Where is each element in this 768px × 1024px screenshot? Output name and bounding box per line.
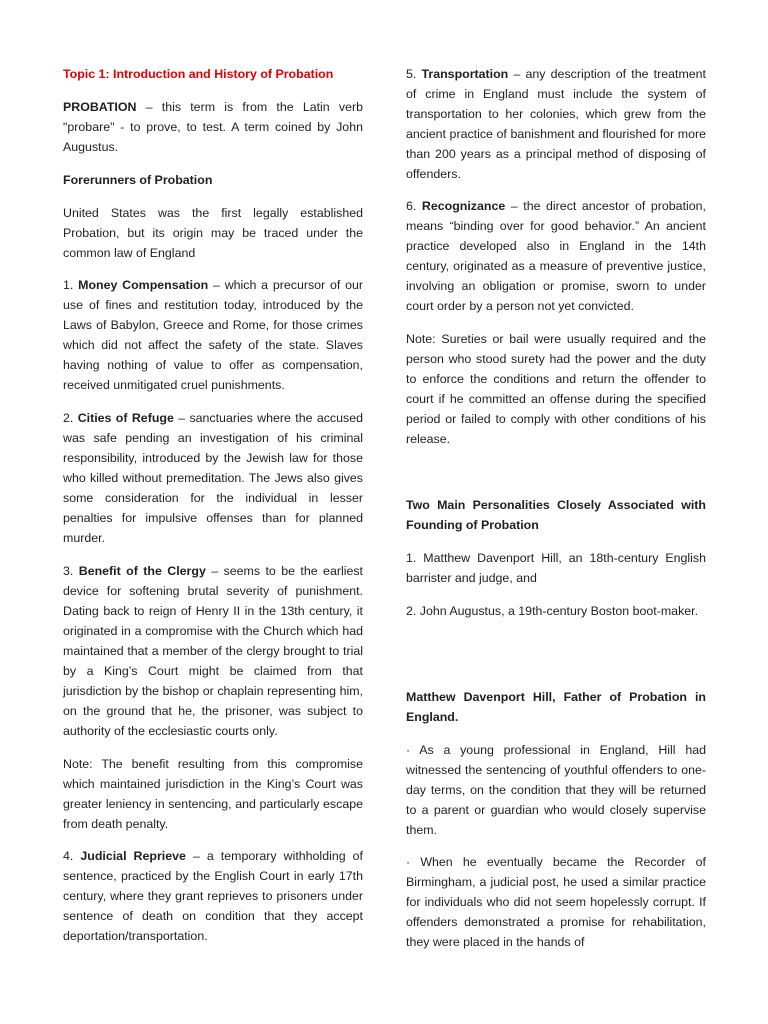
probation-text: – this term is from the Latin verb "probare" - to prove, to test. A term coined by John Augustus. [63,100,363,154]
item-cities-of-refuge [63,408,363,548]
person-hill: 1. Matthew Davenport Hill, an 18th-century English barrister and judge, and [406,551,706,585]
item-term: Transportation [421,67,509,81]
note-sureties: Note: Sureties or bail were usually required and the person who stood surety had the power and the duty to enforce the conditions and return the offender to court if he committed an offense during the specified period or failed to comply with other conditions of his release. [406,332,706,446]
item-number: 2. [63,411,78,425]
hill-bullet-1: · As a young professional in England, Hill had witnessed the sentencing of youthful offenders to one-day terms, on the condition that they will be returned to a parent or guardian who would closely supervise them. [406,743,706,837]
item-money-compensation [63,275,363,395]
item-number: 1. [63,278,79,292]
item-term: Judicial Reprieve [80,849,186,863]
item-number: 5. [406,67,422,81]
hill-bullet-2: · When he eventually became the Recorder of Birmingham, a judicial post, he used a similar practice for individuals who did not seem hopelessly corrupt. If offenders demonstrated a promise for rehabilitation, they were placed in the hands of [406,855,706,949]
item-term: Money Compensation [78,278,209,292]
forerunners-heading: Forerunners of Probation [63,173,213,187]
item-text: – sanctuaries where the accused was safe pending an investigation of his criminal responsibility, introduced by the Jewish law for those who killed without premeditation. The Jews also gives some consideration for the individual in lesser penalties for impulsive offenses than for planned murder. [63,411,363,545]
item-judicial-reprieve [63,846,363,946]
item-number: 3. [63,564,79,578]
item-number: 4. [63,849,81,863]
topic-title: Topic 1: Introduction and History of Probation [63,67,334,81]
note-benefit: Note: The benefit resulting from this compromise which maintained jurisdiction in the King’s Court was greater leniency in sentencing, and particularly escape from death penalty. [63,757,363,831]
item-text: – a temporary withholding of sentence, practiced by the English Court in early 17th century, where they grant reprieves to prisoners under sentence of death on condition that they accept deportation/transportation. [63,849,363,943]
probation-definition [63,97,363,157]
probation-term: PROBATION [63,100,137,114]
person-augustus: 2. John Augustus, a 19th-century Boston boot-maker. [406,604,699,618]
item-text: – seems to be the earliest device for softening brutal severity of punishment. Dating back to reign of Henry II in the 13th century, it originated in a compromise with the Church which had maintained that a member of the clergy brought to trial by a King’s Court might be claimed from that jurisdiction by the bishop or chaplain representing him, on the ground that he, the prisoner, was subject to authority of the ecclesiastic courts only. [63,564,363,738]
item-recognizance [406,196,706,316]
hill-heading: Matthew Davenport Hill, Father of Probation in England. [406,690,706,724]
intro-paragraph: United States was the first legally established Probation, but its origin may be traced under the common law of England [63,206,363,260]
item-text: – the direct ancestor of probation, means “binding over for good behavior.” An ancient practice developed also in England in the 14th century, originated as a measure of preventive justice, involving an obligation or promise, sworn to under court order by a person not yet convicted. [406,199,706,313]
item-number: 6. [406,199,422,213]
item-benefit-of-clergy [63,561,363,741]
item-term: Recognizance [421,199,506,213]
item-text: – any description of the treatment of crime in England must include the system of transportation to her colonies, which grew from the ancient practice of banishment and flourished for more than 200 years as a principal method of disposing of offenders. [406,67,707,181]
personalities-heading: Two Main Personalities Closely Associated with Founding of Probation [406,498,706,532]
item-transportation [406,64,706,184]
item-term: Benefit of the Clergy [78,564,206,578]
item-text: – which a precursor of our use of fines and restitution today, introduced by the Laws of Babylon, Greece and Rome, for those crimes which did not affect the safety of the state. Slaves having nothing of value to offer as compensation, received unmitigated cruel punishments. [63,278,363,392]
item-term: Cities of Refuge [77,411,174,425]
